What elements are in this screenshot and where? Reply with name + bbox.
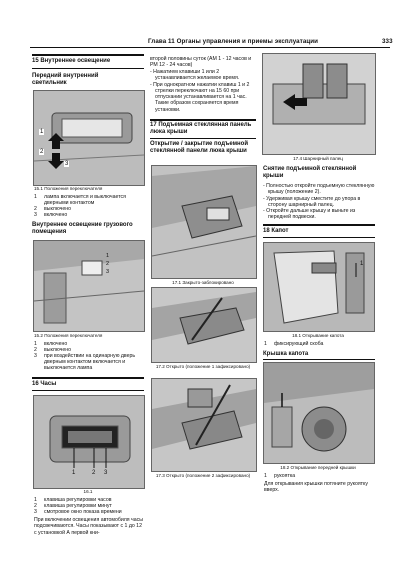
figure-16-1-photo [33,395,145,489]
sec18-paragraph: Для открывания крышки потяните рукоятку вверх. [264,481,368,494]
legend-15-1 [34,194,144,218]
roof-hatch-closed-illustration [152,166,256,278]
figure-17-4-caption: 17.4 Шарнирный палец [293,156,343,161]
figure-17-3-photo [151,378,257,472]
sec17-title-rule [150,138,256,139]
legend-item: 1 включено [34,341,68,347]
front-cover-open-illustration [264,363,374,463]
callout-1: 1 [40,129,44,135]
figure-15-2-caption: 15.2 Положения переключателя [34,333,103,338]
sec18-title: 18 Капот [263,228,289,234]
figure-15-1-caption: 15.1 Положения переключателя [34,186,103,191]
legend-18-1 [264,341,374,347]
sec16-top-rule [32,377,144,379]
sec17-subtitle: Открытие / закрытие подъемной стеклянной панели люка крыши [150,141,249,154]
figure-15-1-photo [33,90,145,186]
callout-3: 3 [104,470,108,476]
bullet-item: - При однократном нажатии клавиш 1 и 2 стрелки переключают на 15 60 при отпускании устанавливается на 1 час. Такие образом сохраняется время установки. [150,82,256,113]
col2-text-top: второй половины суток (АМ 1 - 12 часов и РМ 12 - 24 часов) [150,56,252,69]
page-number: 333 [382,38,393,45]
sec17-top-rule [150,119,256,121]
legend-item: 1 лампа включается и выключается дверными контактом [34,194,126,206]
figure-15-2-photo [33,240,145,332]
hinge-pin-illustration [263,54,375,154]
legend-item: 2 клавиша регулировки минут [34,503,112,509]
sec16-title: 16 Часы [32,381,57,387]
bullet-item: - Откройте дальше крышу и выньте из передней подвески. [263,208,375,221]
figure-17-1-caption: 17.1 Закрыто-заблокировано [172,280,234,285]
legend-item: 2 выключено [34,206,71,212]
col2-bullets-top [150,69,256,113]
sec17-title: 17 Подъемная стеклянная панель люка крыши [150,122,252,135]
legend-item: 3 смотровое окно показа времени [34,509,122,515]
sec15-subtitle: Передний внутренний светильник [32,73,99,86]
legend-item: 3 включено [34,212,68,218]
bullet-item: - Полностью откройте подъемную стеклянную крышу (положение 2). [263,183,375,196]
roof-hatch-position2-illustration [152,379,256,471]
callout-3: 3 [106,269,110,275]
callout-1: 1 [360,261,364,267]
cargo-light-illustration [34,241,144,331]
figure-17-2-caption: 17.2 Открыто (положение 1 зафиксировано) [155,364,251,369]
callout-1: 1 [72,470,76,476]
figure-18-1-caption: 18.1 Открывание капота [292,333,344,338]
figure-17-2-photo [151,287,257,363]
legend-item: 1 фиксирующий скоба [264,341,324,347]
interior-light-illustration [34,91,144,185]
sec18-top-rule [263,224,375,226]
bullet-item: - Удерживая крышу сместите до упора в сторону шарнирный палец. [263,196,375,209]
callout-2: 2 [92,470,96,476]
sec16-title-rule [32,390,144,391]
figure-16-1-caption: 16.1 [83,489,93,494]
chapter-header: Глава 11 Органы управления и приемы эксплуатации [148,38,319,45]
legend-16-1 [34,497,144,515]
callout-2: 2 [40,149,44,155]
remove-hatch-subtitle: Снятие подъемной стеклянной крыши [263,166,357,179]
bullet-item: - Нажатием клавиши 1 или 2 устанавливается желаемое время. [150,69,256,82]
sec16-paragraph: При включении освещения автомобиля часы подсвечиваются. Часы показывают с 1 до 12 с установкой А первой кни- [34,517,143,536]
callout-3: 3 [65,161,69,167]
roof-hatch-position1-illustration [152,288,256,362]
figure-17-1-photo [151,165,257,279]
hood-open-illustration [264,243,374,331]
figure-18-2-caption: 18.2 Открывание передней крышки [280,465,356,470]
legend-item: 2 выключено [34,347,71,353]
header-rule [30,47,390,48]
legend-item: 1 клавиша регулировки часов [34,497,112,503]
sec15-top-rule [32,54,144,56]
figure-18-2-photo [263,362,375,464]
legend-18-2 [264,473,374,479]
legend-15-2 [34,341,144,371]
sec15-title-rule [32,68,144,69]
callout-2: 2 [106,261,110,267]
sec15-title: 15 Внутреннее освещение [32,58,111,64]
figure-17-3-caption: 17.3 Открыто (положение 2 зафиксировано) [155,473,251,478]
figure-17-4-photo [262,53,376,155]
hood-cover-subtitle: Крышка капота [263,351,309,357]
clock-illustration [34,396,144,488]
callout-1: 1 [106,253,110,259]
legend-item: 3 при воздействии на одинарную дверь дверным контактом включается и выключается лампа [34,353,136,371]
legend-item: 1 рукоятка [264,473,296,479]
figure-18-1-photo [263,242,375,332]
hood-cover-rule [263,359,375,360]
sec18-title-rule [263,237,375,238]
sec15-subtitle-2: Внутреннее освещение грузового помещения [32,222,133,235]
remove-hatch-bullets [263,183,375,221]
